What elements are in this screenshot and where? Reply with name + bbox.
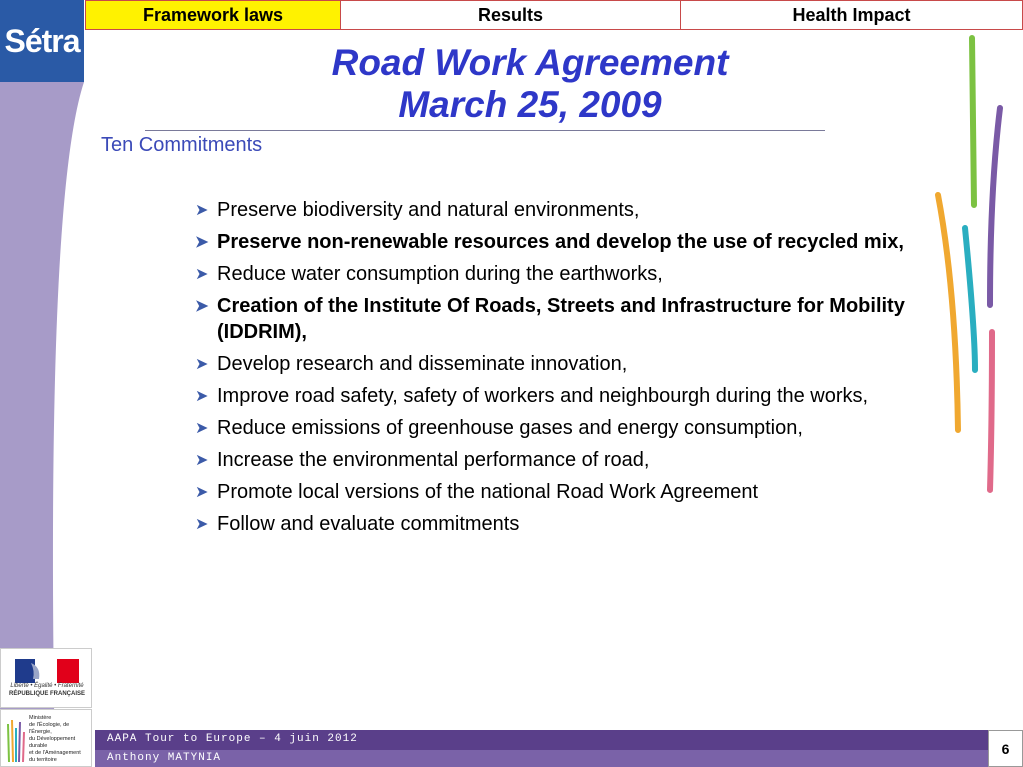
marianne-flag-icon (15, 659, 79, 683)
commitment-text: Promote local versions of the national Road Work Agreement (217, 481, 759, 503)
ministry-emblem-icon (5, 714, 27, 766)
page-number: 6 (988, 730, 1023, 767)
commitment-text: Improve road safety, safety of workers and neighbourgh during the works, (217, 385, 869, 407)
setra-logo (0, 0, 84, 82)
republic-motto: Liberté • Égalité • Fraternité (10, 683, 84, 689)
commitments-list (195, 197, 935, 543)
arrow-bullet-icon: ➤ (195, 356, 209, 373)
decorative-color-lines (920, 30, 1020, 500)
arrow-bullet-icon: ➤ (195, 266, 209, 283)
list-item (195, 261, 935, 287)
title-line-2: March 25, 2009 (398, 84, 662, 125)
commitment-text: Follow and evaluate commitments (217, 513, 520, 535)
footer-author: Anthony MATYNIA (107, 752, 222, 764)
arrow-bullet-icon: ➤ (195, 202, 209, 219)
list-item (195, 511, 935, 537)
arrow-bullet-icon: ➤ (195, 452, 209, 469)
arrow-bullet-icon: ➤ (195, 420, 209, 437)
commitment-text: Reduce emissions of greenhouse gases and energy consumption, (217, 417, 803, 439)
arrow-bullet-icon: ➤ (195, 516, 209, 533)
footer-event: AAPA Tour to Europe – 4 juin 2012 (107, 733, 358, 745)
list-item (195, 415, 935, 441)
arrow-bullet-icon: ➤ (195, 234, 209, 251)
arrow-bullet-icon: ➤ (195, 484, 209, 501)
arrow-bullet-icon: ➤ (195, 388, 209, 405)
tab-framework-laws[interactable]: Framework laws (85, 0, 341, 30)
slide-subtitle: Ten Commitments (101, 134, 263, 156)
ministry-name: Ministère de l'Écologie, de l'Énergie, du Développement durable et de l'Aménagement du territoire (29, 715, 81, 763)
tab-results[interactable]: Results (340, 0, 681, 30)
tab-health-impact[interactable]: Health Impact (680, 0, 1023, 30)
title-line-1: Road Work Agreement (331, 42, 729, 83)
commitment-text: Develop research and disseminate innovation, (217, 353, 628, 375)
slide-title (240, 42, 820, 126)
footer-bar-lower (95, 750, 988, 767)
list-item (195, 229, 935, 255)
commitment-text: Preserve non-renewable resources and develop the use of recycled mix, (217, 231, 904, 253)
arrow-bullet-icon: ➤ (195, 298, 209, 315)
commitment-text: Increase the environmental performance of road, (217, 449, 650, 471)
ministry-logo (0, 709, 92, 767)
title-divider (145, 130, 825, 131)
nav-tabs (85, 0, 1023, 32)
list-item (195, 383, 935, 409)
republic-name: RÉPUBLIQUE FRANÇAISE (8, 691, 85, 697)
list-item (195, 351, 935, 377)
list-item (195, 293, 935, 345)
list-item (195, 479, 935, 505)
list-item (195, 447, 935, 473)
commitment-text: Reduce water consumption during the earthworks, (217, 263, 663, 285)
commitment-text: Creation of the Institute Of Roads, Streets and Infrastructure for Mobility (IDDRIM), (217, 295, 905, 343)
republique-francaise-logo (0, 648, 92, 708)
commitment-text: Preserve biodiversity and natural environments, (217, 199, 640, 221)
list-item (195, 197, 935, 223)
brand-name: Sétra (4, 22, 80, 59)
